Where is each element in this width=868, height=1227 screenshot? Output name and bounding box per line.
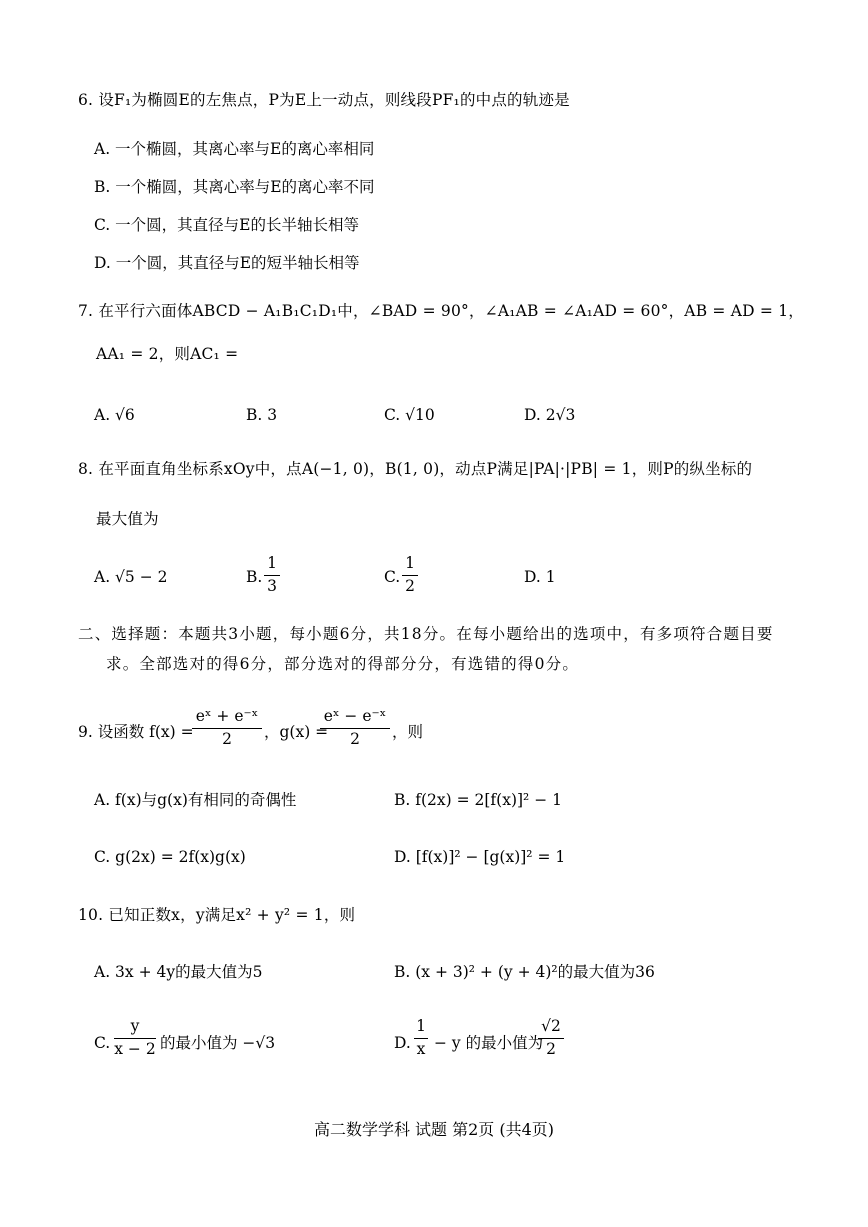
q8-stem-line1: 8. 在平面直角坐标系xOy中，点A(−1, 0)，B(1, 0)，动点P满足|PA|·|PB| = 1，则P的纵坐标的 xyxy=(78,460,753,478)
q10-d-denominator-2: 2 xyxy=(546,1039,556,1058)
page-footer: 高二数学学科 试题 第2页 (共4页) xyxy=(313,1120,555,1139)
q9-option-b: B. f(2x) = 2[f(x)]² − 1 xyxy=(394,791,562,809)
q8-option-b-prefix: B. xyxy=(246,568,263,586)
q8-option-c-prefix: C. xyxy=(384,568,401,586)
q10-d-numerator: 1 xyxy=(416,1017,426,1035)
q7-option-d: D. 2√3 xyxy=(524,406,576,424)
q8-option-d: D. 1 xyxy=(524,568,556,586)
q10-option-c-fraction xyxy=(114,1019,156,1057)
q9-stem-suffix: ，则 xyxy=(392,723,424,741)
q8-b-numerator: 1 xyxy=(267,554,277,572)
q10-option-d-mid: − y 的最小值为 xyxy=(434,1034,544,1052)
q9-option-d: D. [f(x)]² − [g(x)]² = 1 xyxy=(394,848,566,866)
q9-g-fraction xyxy=(320,709,390,747)
q9-stem-prefix: 9. 设函数 f(x) = xyxy=(78,723,194,741)
q7-option-b: B. 3 xyxy=(246,406,278,424)
q9-f-fraction xyxy=(192,709,262,747)
q10-d-denominator: x xyxy=(416,1039,426,1058)
q10-option-d-fraction-2 xyxy=(538,1019,564,1057)
q9-g-denominator: 2 xyxy=(350,729,360,748)
q10-c-numerator: y xyxy=(130,1017,140,1035)
q8-c-numerator: 1 xyxy=(405,554,415,572)
q7-option-a: A. √6 xyxy=(94,406,135,424)
q10-c-denominator: x − 2 xyxy=(114,1039,156,1058)
q9-f-denominator: 2 xyxy=(222,729,232,748)
q10-option-c-suffix: 的最小值为 −√3 xyxy=(160,1034,276,1052)
q8-option-a: A. √5 − 2 xyxy=(94,568,168,586)
q9-option-a: A. f(x)与g(x)有相同的奇偶性 xyxy=(94,791,297,809)
q10-stem: 10. 已知正数x，y满足x² + y² = 1，则 xyxy=(78,906,356,924)
q9-option-c: C. g(2x) = 2f(x)g(x) xyxy=(94,848,246,866)
q10-option-d-fraction xyxy=(414,1019,428,1057)
q6-option-d: D. 一个圆，其直径与E的短半轴长相等 xyxy=(94,254,360,272)
q10-option-a: A. 3x + 4y的最大值为5 xyxy=(94,963,263,981)
q7-stem-line1: 7. 在平行六面体ABCD − A₁B₁C₁D₁中，∠BAD = 90°，∠A₁AB = ∠A₁AD = 60°，AB = AD = 1， xyxy=(78,302,804,320)
section2-heading-line2: 求。全部选对的得6分，部分选对的得部分分，有选错的得0分。 xyxy=(106,655,580,673)
q10-option-b: B. (x + 3)² + (y + 4)²的最大值为36 xyxy=(394,963,655,981)
q8-option-c-fraction xyxy=(402,556,418,594)
q9-g-numerator: eˣ − e⁻ˣ xyxy=(323,707,387,725)
q8-stem-line2: 最大值为 xyxy=(96,510,159,528)
q6-option-a: A. 一个椭圆，其离心率与E的离心率相同 xyxy=(94,140,375,158)
q8-b-denominator: 3 xyxy=(267,576,277,595)
q10-d-numerator-2: √2 xyxy=(541,1017,561,1035)
q6-option-c: C. 一个圆，其直径与E的长半轴长相等 xyxy=(94,216,359,234)
q6-stem: 6. 设F₁为椭圆E的左焦点，P为E上一动点，则线段PF₁的中点的轨迹是 xyxy=(78,91,570,109)
q10-option-c-prefix: C. xyxy=(94,1034,111,1052)
q8-c-denominator: 2 xyxy=(405,576,415,595)
q7-option-c: C. √10 xyxy=(384,406,435,424)
section2-heading-line1: 二、选择题：本题共3小题，每小题6分，共18分。在每小题给出的选项中，有多项符合题目要 xyxy=(78,625,774,643)
q7-stem-line2: AA₁ = 2，则AC₁ = xyxy=(96,345,239,363)
q9-stem-mid: ，g(x) = xyxy=(264,723,329,741)
q10-option-d-prefix: D. xyxy=(394,1034,411,1052)
q8-option-b-fraction xyxy=(264,556,280,594)
q6-option-b: B. 一个椭圆，其离心率与E的离心率不同 xyxy=(94,178,375,196)
q9-f-numerator: eˣ + e⁻ˣ xyxy=(195,707,259,725)
